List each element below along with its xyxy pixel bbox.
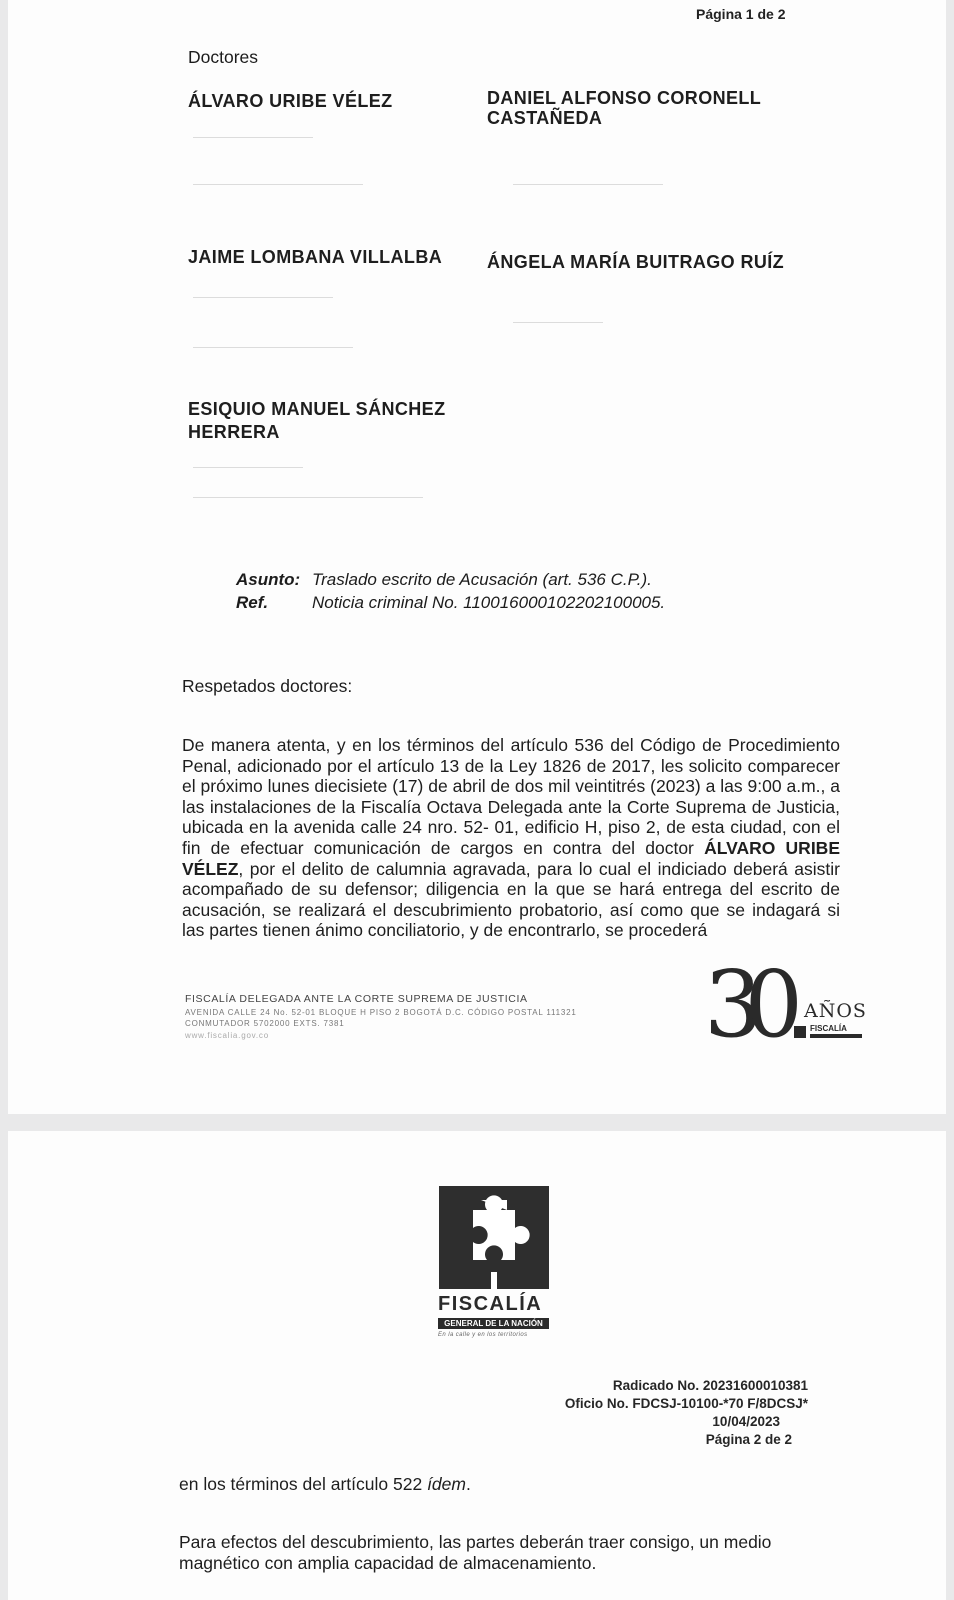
recipient-name: CASTAÑEDA [487,108,603,128]
continuation-text: en los términos del artículo 522 [179,1474,428,1494]
logo-tagline: En la calle y en los territorios [438,1332,528,1338]
footer-office: FISCALÍA DELEGADA ANTE LA CORTE SUPREMA DE JUSTICIA [185,993,528,1005]
footer-address: AVENIDA CALLE 24 No. 52-01 BLOQUE H PISO 2 BOGOTÁ D.C. CÓDIGO POSTAL 111321 [185,1008,577,1017]
recipient-name: ESIQUIO MANUEL SÁNCHEZ [188,399,446,419]
continuation-line [179,1474,471,1495]
salutation-title: Doctores [188,47,259,67]
logo-name: FISCALÍA [438,1293,543,1315]
redacted-line [193,137,313,138]
greeting: Respetados doctores: [182,676,353,696]
footer-phone: CONMUTADOR 5702000 EXTS. 7381 [185,1019,345,1028]
recipient-name: DANIEL ALFONSO CORONELL [487,88,762,108]
body-paragraph [182,735,840,941]
logo-subtitle: GENERAL DE LA NACIÓN [438,1318,549,1329]
document-page-2 [8,1131,946,1600]
fiscalia-emblem-icon [794,1026,806,1038]
anniversary-number: 30 [704,951,786,1058]
document-date: 10/04/2023 [712,1414,780,1429]
recipient-name: ÁLVARO URIBE VÉLEZ [188,91,393,111]
asunto-label: Asunto: [236,570,301,589]
radicado-number: Radicado No. 20231600010381 [612,1378,808,1393]
redacted-line [513,322,603,323]
recipient-name: ÁNGELA MARÍA BUITRAGO RUÍZ [487,252,785,272]
paragraph-text: De manera atenta, y en los términos del artículo 536 del Código de Procedimiento Penal, adicionado por el artículo 13 de la Ley 1826 de 2017, les solicito comparecer el próximo lunes diecisiete (17) de abril de dos mil veintitrés (2023) a las 9:00 a.m., a las instalaciones de la Fiscalía Octava Delegada ante la Corte Suprema de Justicia, ubicada en la avenida calle 24 nro. 52- 01, edificio H, piso 2, de esta ciudad, con el fin de efectuar comunicación de cargos en contra del doctor [182,735,840,858]
recipient-name: HERRERA [188,422,280,442]
asunto-text: Traslado escrito de Acusación (art. 536 C.P.). [312,570,652,589]
redacted-line [193,347,353,348]
paragraph-line: Para efectos del descubrimiento, las partes deberán traer consigo, un medio [179,1532,772,1552]
paragraph-line: magnético con amplia capacidad de almacenamiento. [179,1553,597,1573]
redacted-line [513,184,663,185]
document-page-1 [8,0,946,1114]
anniversary-brand: FISCALÍA [810,1024,847,1033]
redacted-line [193,497,423,498]
page-number: Página 2 de 2 [705,1432,792,1447]
paragraph-text: , por el delito de calumnia agravada, para lo cual el indiciado deberá asistir acompañado de su defensor; diligencia en la que se hará entrega del escrito de acusación, se realizará el descubrimiento probatorio, así como que se indagará si las partes tienen ánimo conciliatorio, y de encontrarlo, se procederá [182,858,840,941]
paragraph-highlight-name: ÁLVARO URIBE VÉLEZ [182,837,840,879]
redacted-line [193,297,333,298]
redacted-line [193,467,303,468]
redacted-line [193,184,363,185]
anniversary-bar [810,1034,862,1038]
anniversary-word: AÑOS [804,1000,867,1022]
page-number: Página 1 de 2 [696,6,786,22]
continuation-italic: ídem [427,1474,466,1494]
continuation-period: . [465,1474,471,1494]
footer-website: www.fiscalia.gov.co [185,1031,269,1040]
ref-text: Noticia criminal No. 11001600010220210000​5. [312,593,666,612]
oficio-number: Oficio No. FDCSJ-10100-*70 F/8DCSJ* [564,1396,808,1411]
puzzle-logo-icon [439,1186,549,1289]
recipient-name: JAIME LOMBANA VILLALBA [188,247,443,267]
ref-label: Ref. [236,593,269,612]
puzzle-piece-icon [439,1186,549,1289]
